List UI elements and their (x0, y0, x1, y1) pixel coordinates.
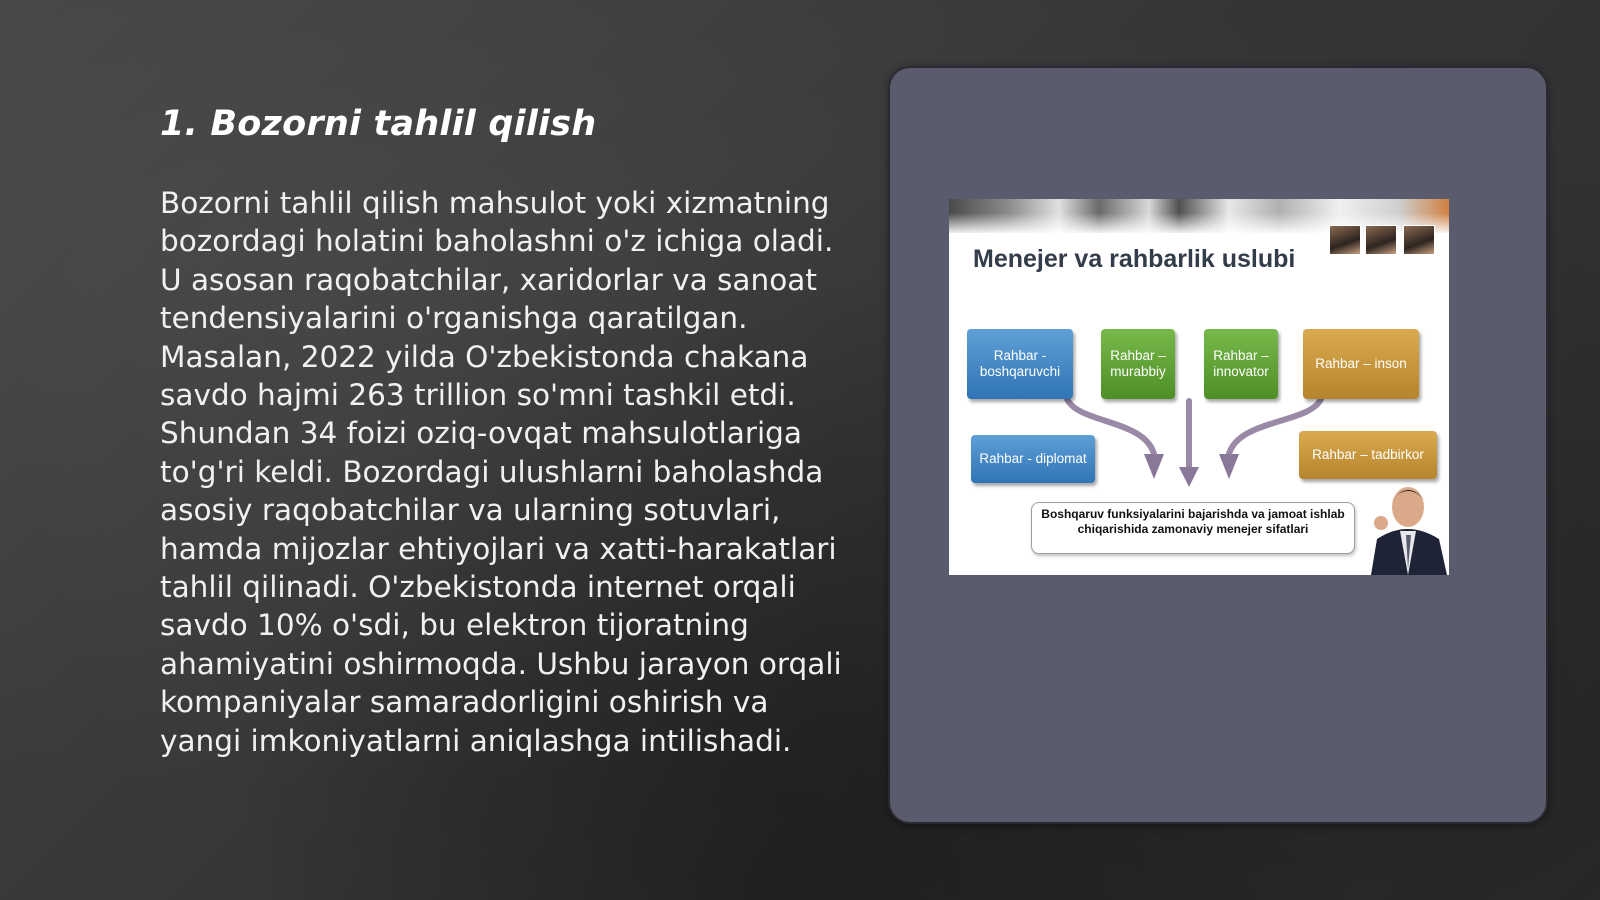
leadership-style-figure (949, 199, 1449, 575)
slide-body-text: Bozorni tahlil qilish mahsulot yoki xizmatning bozordagi holatini baholashni o'z ichiga oladi. U asosan raqobatchilar, xaridorlar va sanoat tendensiyalarini o'rganishga qaratilgan. Masalan, 2022 yilda O'zbekistonda chakana savdo hajmi 263 trillion so'mni tashkil etdi. Shundan 34 foizi oziq-ovqat mahsulotlariga to'g'ri keldi. Bozordagi ulushlarni baholashda asosiy raqobatchilar va ularning sotuvlari, hamda mijozlar ehtiyojlari va xatti-harakatlari tahlil qilinadi. O'zbekistonda internet orqali savdo 10% o'sdi, bu elektron tijoratning ahamiyatini oshirmoqda. Ushbu jarayon orqali kompaniyalar samaradorligini oshirish va yangi imkoniyatlarni aniqlashga intilishadi. (160, 186, 842, 758)
arrowhead-left (1144, 454, 1164, 479)
figure-title: Menejer va rahbarlik uslubi (973, 245, 1296, 273)
arrowhead-center (1179, 467, 1199, 487)
box-rahbar-inson: Rahbar – inson (1303, 329, 1419, 399)
figure-caption: Boshqaruv funksiyalarini bajarishda va jamoat ishlab chiqarishida zamonaviy menejer sifatlari (1031, 502, 1355, 554)
box-rahbar-murabbiy: Rahbar – murabbiy (1101, 329, 1175, 399)
slide-title: 1. Bozorni tahlil qilish (160, 104, 597, 144)
arrowhead-right (1219, 454, 1239, 479)
businessman-illustration (1367, 479, 1449, 575)
box-rahbar-tadbirkor: Rahbar – tadbirkor (1299, 431, 1437, 479)
box-rahbar-innovator: Rahbar – innovator (1204, 329, 1278, 399)
box-rahbar-diplomat: Rahbar - diplomat (971, 435, 1095, 483)
box-rahbar-boshqaruvchi: Rahbar - boshqaruvchi (967, 329, 1073, 399)
